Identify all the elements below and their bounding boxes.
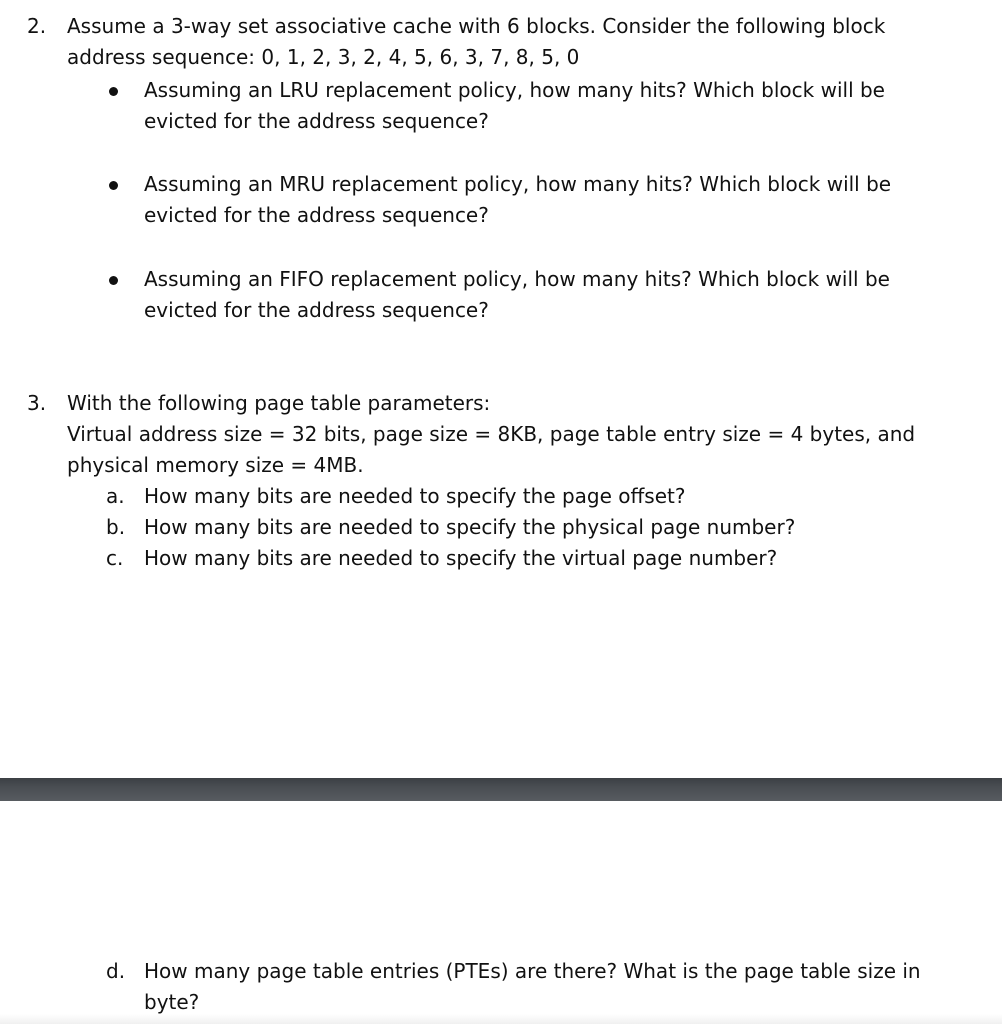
sub-question-text: How many bits are needed to specify the physical page number? bbox=[144, 515, 796, 539]
bullet-text-line: Assuming an LRU replacement policy, how many hits? Which block will be bbox=[144, 78, 885, 102]
bullet-text-line: Assuming an FIFO replacement policy, how many hits? Which block will be bbox=[144, 267, 890, 291]
sub-question-text: How many bits are needed to specify the virtual page number? bbox=[144, 546, 778, 570]
bullet-text-line: evicted for the address sequence? bbox=[144, 298, 489, 322]
sub-question-text-line: How many page table entries (PTEs) are there? What is the page table size in bbox=[144, 959, 921, 983]
question-text-line: physical memory size = 4MB. bbox=[67, 453, 364, 477]
bullet-text-line: evicted for the address sequence? bbox=[144, 203, 489, 227]
sub-question-label: b. bbox=[106, 515, 126, 539]
bullet-text-line: Assuming an MRU replacement policy, how many hits? Which block will be bbox=[144, 172, 892, 196]
sub-question-text-line: byte? bbox=[144, 990, 200, 1014]
question-text-line: With the following page table parameters: bbox=[67, 391, 491, 415]
question-text-line: address sequence: 0, 1, 2, 3, 2, 4, 5, 6, 3, 7, 8, 5, 0 bbox=[67, 45, 580, 69]
question-text-line: Virtual address size = 32 bits, page size = 8KB, page table entry size = 4 bytes, and bbox=[67, 422, 916, 446]
bullet-icon bbox=[109, 87, 118, 96]
page-edge-shadow bbox=[0, 1014, 1002, 1024]
document-page-2 bbox=[0, 801, 1002, 1024]
sub-question-label: a. bbox=[106, 484, 125, 508]
question-text-line: Assume a 3-way set associative cache with 6 blocks. Consider the following block bbox=[67, 14, 886, 38]
page-break-divider bbox=[0, 778, 1002, 801]
sub-question-label: c. bbox=[106, 546, 124, 570]
bullet-icon bbox=[109, 276, 118, 285]
bullet-text-line: evicted for the address sequence? bbox=[144, 109, 489, 133]
sub-question-text: How many bits are needed to specify the page offset? bbox=[144, 484, 686, 508]
question-number: 3. bbox=[27, 391, 47, 415]
bullet-icon bbox=[109, 181, 118, 190]
question-number: 2. bbox=[27, 14, 47, 38]
sub-question-label: d. bbox=[106, 959, 126, 983]
